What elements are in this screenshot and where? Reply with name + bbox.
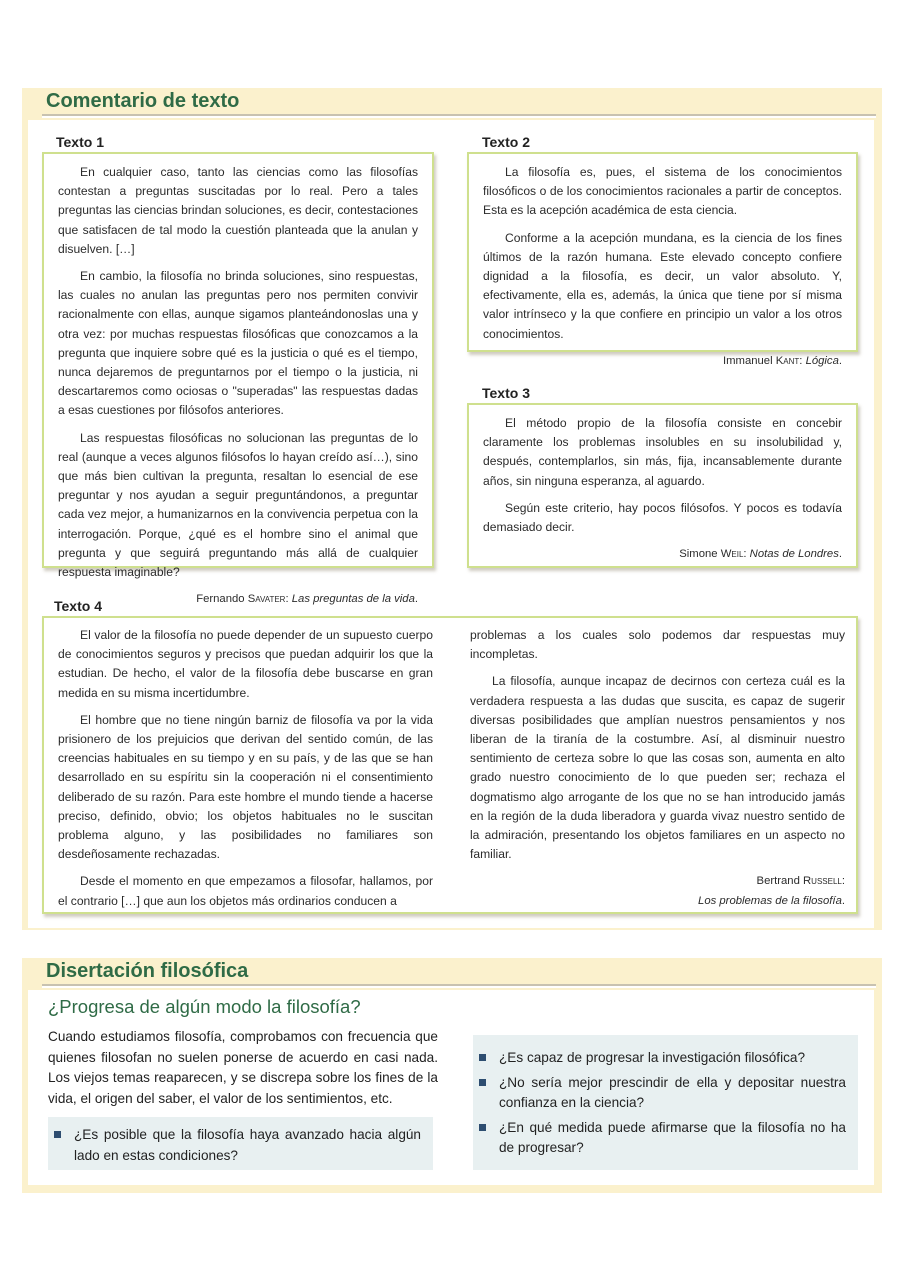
square-bullet-icon — [479, 1054, 486, 1061]
author-first: Bertrand — [756, 875, 804, 888]
work-title: Las preguntas de la vida — [291, 593, 415, 606]
texto4-right-column — [470, 626, 845, 911]
work-title: Los problemas de la filosofía — [698, 894, 842, 907]
texto3-box — [467, 403, 858, 568]
texto4-label: Texto 4 — [54, 598, 102, 614]
texto4-paragraph: problemas a los cuales solo podemos dar respuestas muy incompletas. — [470, 628, 845, 662]
texto2-citation: Immanuel Kant: Lógica. — [722, 354, 842, 367]
texto4-paragraph: El valor de la filosofía no puede depender de un supuesto cuerpo de conocimientos seguros y precisos que puedan adquirir los que la estudian. De hecho, el valor de la filosofía debe buscarse en gran medida en su misma incertidumbre. — [58, 628, 433, 700]
square-bullet-icon — [479, 1124, 486, 1131]
title-rule — [42, 984, 876, 986]
work-title: Notas de Londres — [749, 548, 839, 561]
texto1-citation: Fernando Savater: Las preguntas de la vida. — [196, 593, 418, 606]
texto2-paragraph: La filosofía es, pues, el sistema de los conocimientos filosóficos o de los conocimientos racionales a partir de conceptos. Esta es la acepción académica de esta ciencia. — [483, 165, 842, 218]
question-title: ¿Progresa de algún modo la filosofía? — [48, 996, 361, 1017]
texto3-label: Texto 3 — [482, 385, 530, 401]
texto2-box — [467, 152, 858, 367]
question-item: ¿No sería mejor prescindir de ella y depositar nuestra confianza en la ciencia? — [473, 1073, 846, 1114]
author-first: Fernando — [196, 593, 248, 606]
title-rule — [42, 114, 876, 116]
intro-text: Cuando estudiamos filosofía, comprobamos con frecuencia que quienes filosofan no suelen ponerse de acuerdo en casi nada. Los viejos temas reaparecen, y se discrepa sobre los fines de la vida, el origen del saber, el valor de los sentimientos, etc. — [48, 1029, 438, 1106]
texto4-citation: Bertrand Russell: Los problemas de la filosofía. — [698, 875, 845, 907]
square-bullet-icon — [479, 1079, 486, 1086]
texto1-paragraph: En cambio, la filosofía no brinda soluciones, sino respuestas, las cuales no anulan las preguntas pero nos permiten convivir racionalmente con ellas, aunque sigamos planteándonoslas una y otra vez: por muchas respuestas filosóficas que conozcamos a la pregunta que inquiere sobre qué es la justicia o qué es el tiempo, nunca dejaremos de preguntarnos por el tiempo o la justicia, ni descartaremos como ociosas o "superadas" las respuestas dadas a esas cuestiones por filósofos anteriores. — [58, 269, 418, 418]
questions-box-right — [473, 1035, 858, 1170]
author-last: Russell — [803, 875, 842, 888]
questions-box-left — [48, 1117, 433, 1170]
texto2-label: Texto 2 — [482, 134, 530, 150]
section-title: Comentario de texto — [46, 90, 240, 112]
work-title: Lógica — [805, 354, 839, 367]
author-last: Kant — [775, 354, 800, 367]
question-item: ¿Es posible que la filosofía haya avanzado hacia algún lado en estas condiciones? — [48, 1125, 421, 1166]
section-title: Disertación filosófica — [46, 960, 249, 982]
author-last: Savater — [247, 593, 286, 606]
texto1-paragraph: Las respuestas filosóficas no solucionan las preguntas de lo real (aunque a veces algunos filósofos lo hayan creído así…), sino que más bien cultivan la pregunta, resaltan lo esencial de ese preguntar y nos ayudan a seguir preguntándonos, a preguntar cada vez mejor, a humanizarnos en la convivencia perpetua con la interrogación. Porque, ¿qué es el hombre sino el animal que pregunta y que seguirá preguntando más allá de cualquier respuesta imaginable? — [58, 430, 418, 580]
texto4-left-column — [58, 626, 433, 919]
author-first: Simone — [679, 548, 721, 561]
question-item: ¿Es capaz de progresar la investigación filosófica? — [473, 1048, 846, 1069]
texto3-paragraph: Según este criterio, hay pocos filósofos. Y pocos es todavía demasiado decir. — [483, 500, 842, 535]
texto3-citation: Simone Weil: Notas de Londres. — [679, 548, 842, 561]
texto4-paragraph: El hombre que no tiene ningún barniz de filosofía va por la vida prisionero de los prejuicios que derivan del sentido común, de las creencias habituales en su tiempo y en su país, y de las que se han desarrollado en su espíritu sin la cooperación ni el consentimiento deliberado de su razón. Para este hombre el mundo tiende a hacerse preciso, definido, obvio; los objetos habituales no le suscitan problema alguno, y las posibilidades no familiares son desdeñosamente rechazadas. — [58, 712, 433, 862]
texto4-paragraph: Desde el momento en que empezamos a filosofar, hallamos, por el contrario […] que aun los objetos más ordinarios conducen a — [58, 874, 433, 908]
texto3-paragraph: El método propio de la filosofía consiste en concebir claramente los problemas insolubles en su insolubilidad y, después, contemplarlos, sin más, fija, incansablemente durante años, sin ninguna esperanza, al aguardo. — [483, 416, 842, 488]
texto1-label: Texto 1 — [56, 134, 104, 150]
square-bullet-icon — [54, 1131, 61, 1138]
author-first: Immanuel — [722, 354, 776, 367]
texto4-paragraph: La filosofía, aunque incapaz de decirnos con certeza cuál es la verdadera respuesta a las dudas que suscita, es capaz de sugerir diversas posibilidades que amplían nuestros pensamientos y nos liberan de la tiranía de la costumbre. Así, al disminuir nuestro sentimiento de certeza sobre lo que las cosas son, aumenta en alto grado nuestro conocimiento de lo que pueden ser; rechaza el dogmatismo algo arrogante de los que no se han introducido jamás en la región de la duda liberadora y guarda vivaz nuestro sentido de la admiración, presentando los objetos familiares en un aspecto no familiar. — [470, 674, 845, 862]
texto4-box — [42, 616, 858, 914]
texto1-paragraph: En cualquier caso, tanto las ciencias como las filosofías contestan a preguntas suscitadas por lo real. Pero a tales preguntas las ciencias brindan soluciones, es decir, contestaciones que satisfacen de tal modo la cuestión planteada que la anulan y disuelven. […] — [58, 165, 418, 256]
texto2-paragraph: Conforme a la acepción mundana, es la ciencia de los fines últimos de la razón humana. Este elevado concepto confiere dignidad a la filosofía, es decir, un valor absoluto. Y, efectivamente, ella es, además, la única que tiene por sí misma valor intrínseco y la que confiere en principio un valor a los otros conocimientos. — [483, 230, 842, 341]
question-item: ¿En qué medida puede afirmarse que la filosofía no ha de progresar? — [473, 1118, 846, 1159]
author-last: Weil — [720, 548, 744, 561]
